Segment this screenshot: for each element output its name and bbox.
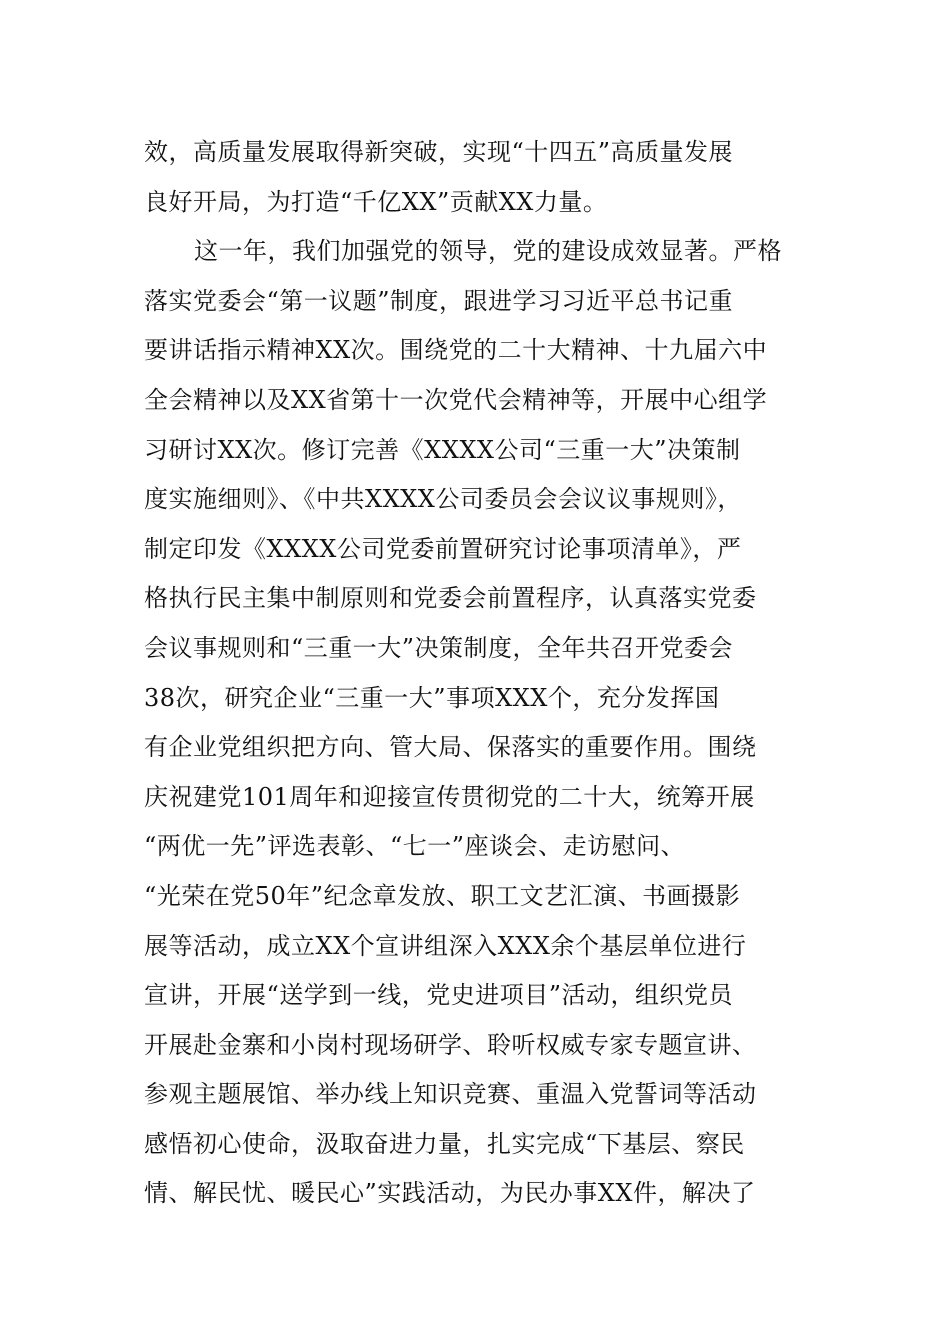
text-line: 效，高质量发展取得新突破，实现“十四五”高质量发展 bbox=[144, 138, 734, 166]
text-line: 情、解民忧、暖民心”实践活动，为民办事XX件，解决了 bbox=[144, 1179, 756, 1208]
text-line: 要讲话指示精神XX次。围绕党的二十大精神、十九届六中 bbox=[144, 336, 768, 365]
text-line: 全会精神以及XX省第十一次党代会精神等，开展中心组学 bbox=[144, 385, 768, 414]
text-line: “光荣在党50年”纪念章发放、职工文艺汇演、书画摄影 bbox=[144, 881, 741, 910]
text-line: 庆祝建党101周年和迎接宣传贯彻党的二十大，统筹开展 bbox=[144, 782, 755, 811]
text-line: 参观主题展馆、举办线上知识竞赛、重温入党誓词等活动 bbox=[144, 1080, 757, 1109]
text-line: 习研讨XX次。修订完善《XXXX公司“三重一大”决策制 bbox=[144, 435, 741, 464]
text-line: 开展赴金寨和小岗村现场研学、聆听权威专家专题宣讲、 bbox=[144, 1030, 757, 1059]
text-line: 会议事规则和“三重一大”决策制度，全年共召开党委会 bbox=[144, 633, 734, 662]
text-line: 落实党委会“第一议题”制度，跟进学习习近平总书记重 bbox=[144, 286, 734, 315]
body-text bbox=[144, 128, 844, 1219]
text-line: 展等活动，成立XX个宣讲组深入XXX余个基层单位进行 bbox=[144, 931, 747, 960]
text-line: 度实施细则》、《中共XXXX公司委员会会议议事规则》， bbox=[144, 485, 742, 514]
text-line: 制定印发《XXXX公司党委前置研究讨论事项清单》，严 bbox=[144, 534, 742, 563]
text-line: 38次，研究企业“三重一大”事项XXX个，充分发挥国 bbox=[144, 683, 720, 712]
text-line: 感悟初心使命，汲取奋进力量，扎实完成“下基层、察民 bbox=[144, 1129, 745, 1158]
text-line: 有企业党组织把方向、管大局、保落实的重要作用。围绕 bbox=[144, 733, 757, 762]
text-line: 格执行民主集中制原则和党委会前置程序，认真落实党委 bbox=[144, 584, 757, 613]
text-line: 良好开局，为打造“千亿XX”贡献XX力量。 bbox=[144, 187, 608, 216]
text-line: “两优一先”评选表彰、“七一”座谈会、走访慰问、 bbox=[144, 832, 686, 861]
paragraph-start-line: 这一年，我们加强党的领导，党的建设成效显著。严格 bbox=[194, 237, 782, 266]
text-line: 宣讲，开展“送学到一线，党史进项目”活动，组织党员 bbox=[144, 981, 734, 1010]
